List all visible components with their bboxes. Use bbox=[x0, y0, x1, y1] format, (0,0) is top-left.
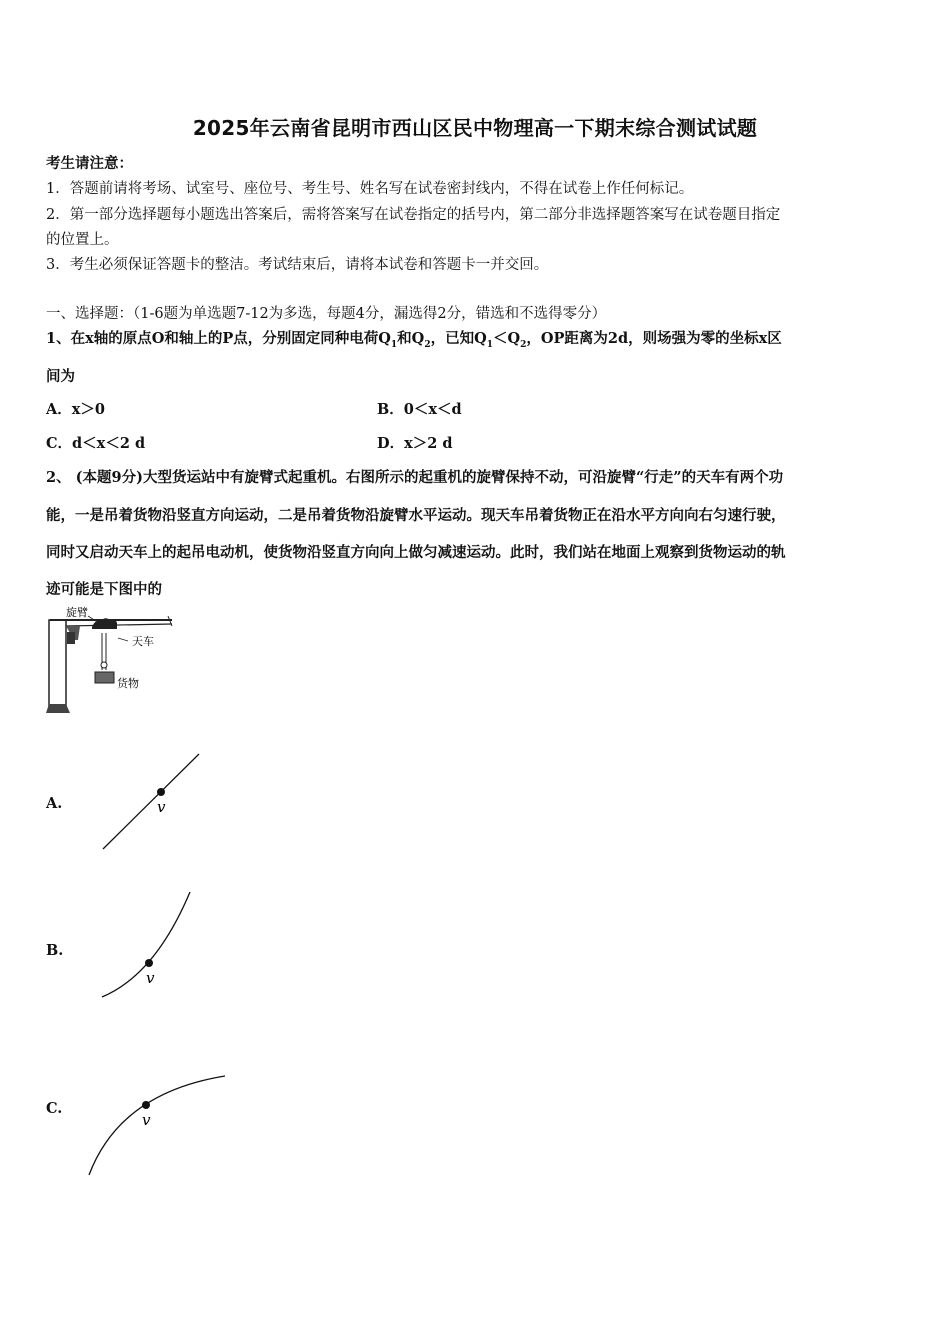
crane-counterweight bbox=[67, 632, 75, 644]
notice-item-1: 1．答题前请将考场、试室号、座位号、考生号、姓名写在试卷密封线内，不得在试卷上作任何标记。 bbox=[46, 181, 694, 197]
cargo-label: 货物 bbox=[117, 677, 139, 690]
trolley-label: 天车 bbox=[132, 635, 154, 648]
choice-a-label[interactable]: A. bbox=[46, 795, 63, 812]
point-b bbox=[145, 959, 153, 967]
choice-c-label[interactable]: C. bbox=[46, 1100, 63, 1117]
notice-heading: 考生请注意： bbox=[46, 155, 133, 172]
velocity-label-c: v bbox=[142, 1111, 151, 1129]
notice-item-3: 3．考生必须保证答题卡的整洁。考试结束后，请将本试卷和答题卡一并交回。 bbox=[46, 257, 549, 273]
q1-option-d[interactable]: D．x＞2 d bbox=[377, 435, 453, 452]
choice-a-trajectory[interactable] bbox=[95, 745, 215, 855]
crane-base bbox=[46, 704, 70, 713]
velocity-label-a: v bbox=[157, 798, 166, 816]
crane-pillar bbox=[49, 620, 66, 706]
notice-item-2-cont: 的位置上。 bbox=[46, 232, 119, 248]
question-2-line-1: 2、 (本题9分)大型货运站中有旋臂式起重机。右图所示的起重机的旋臂保持不动，可沿旋臂“行走”的天车有两个功 bbox=[46, 469, 784, 486]
choice-c-trajectory[interactable] bbox=[80, 1068, 240, 1183]
trajectory-line-a bbox=[103, 754, 199, 849]
velocity-label-b: v bbox=[146, 969, 155, 987]
trajectory-curve-c bbox=[89, 1076, 225, 1175]
question-2-line-3: 同时又启动天车上的起吊电动机，使货物沿竖直方向向上做匀减速运动。此时，我们站在地面上观察到货物运动的轨 bbox=[46, 544, 786, 561]
notice-item-2: 2．第一部分选择题每小题选出答案后，需将答案写在试卷指定的括号内，第二部分非选择题答案写在试卷题目指定 bbox=[46, 207, 781, 223]
question-2-line-4: 迹可能是下图中的 bbox=[46, 581, 162, 598]
question-1-text: 1、在x轴的原点O和轴上的P点，分别固定同种电荷$Q_1$和$Q_2$，已知$Q_1<Q_2$，OP距离为2d，则场强为零的坐标x区 bbox=[46, 330, 782, 350]
section-heading: 一、选择题：（1-6题为单选题7-12为多选，每题4分，漏选得2分，错选和不选得零分） bbox=[46, 306, 607, 322]
q1-option-b[interactable]: B．0＜x＜d bbox=[377, 401, 462, 418]
trolley-leader bbox=[118, 638, 128, 641]
choice-b-trajectory[interactable] bbox=[95, 885, 215, 1005]
q1-option-c[interactable]: C．d＜x＜2 d bbox=[46, 435, 146, 452]
crane-arm-bottom bbox=[66, 624, 172, 626]
point-a bbox=[157, 788, 165, 796]
question-1-text-cont: 间为 bbox=[46, 368, 75, 385]
arm-label: 旋臂 bbox=[66, 606, 88, 619]
choice-b-label[interactable]: B. bbox=[46, 942, 64, 959]
hook bbox=[101, 662, 107, 668]
point-c bbox=[142, 1101, 150, 1109]
crane-figure bbox=[44, 600, 184, 718]
page-title: 2025年云南省昆明市西山区民中物理高一下期末综合测试试题 bbox=[192, 116, 758, 140]
cargo-box bbox=[95, 672, 114, 683]
question-2-line-2: 能，一是吊着货物沿竖直方向运动，二是吊着货物沿旋臂水平运动。现天车吊着货物正在沿水平方向向右匀速行驶， bbox=[46, 507, 786, 524]
q1-option-a[interactable]: A．x＞0 bbox=[46, 401, 105, 418]
